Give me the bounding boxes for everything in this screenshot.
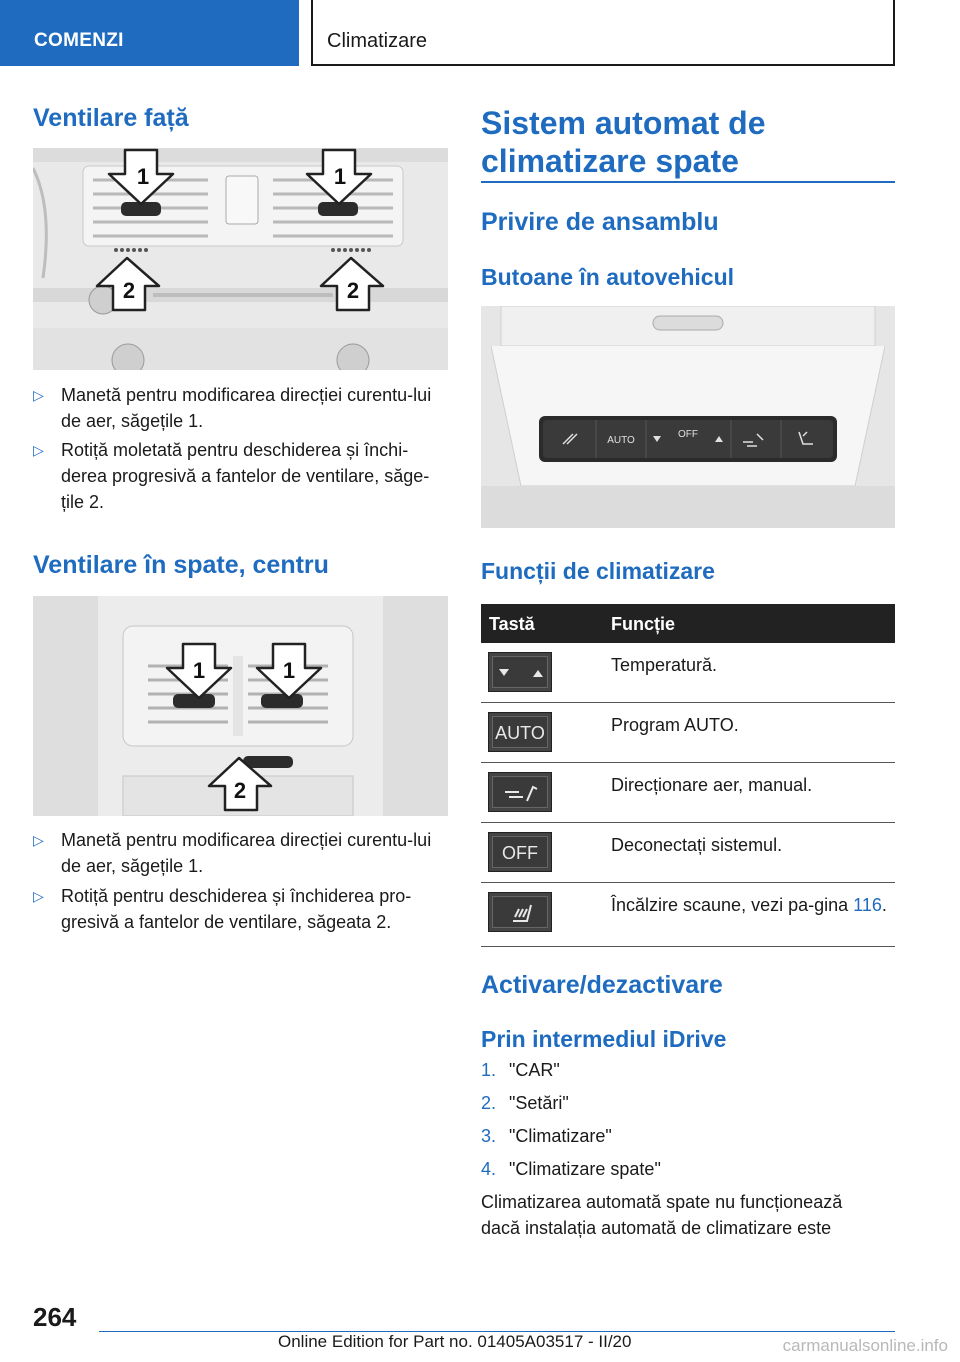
row-function: Program AUTO.	[611, 715, 739, 735]
front-ventilation-title: Ventilare față	[33, 104, 189, 132]
activation-heading: Activare/dezactivare	[481, 971, 723, 999]
list-item: 3. "Climatizare"	[481, 1126, 612, 1146]
list-item: 4. "Climatizare spate"	[481, 1159, 661, 1179]
functions-table	[481, 604, 895, 947]
temperature-arrows-icon	[492, 656, 548, 688]
callout-1b: 1	[333, 164, 347, 189]
chapter-label: Climatizare	[327, 30, 428, 52]
row-function	[611, 893, 891, 918]
rear-vents-image	[33, 596, 448, 816]
front-bullet-1-text: Manetă pentru modificarea direcției curentu-lui de aer, săgețile 1.	[61, 385, 432, 431]
footer-edition: Online Edition for Part no. 01405A03517 - II/20	[278, 1332, 632, 1351]
callout-rear-1a: 1	[192, 658, 206, 683]
rear-climate-note	[481, 1189, 895, 1241]
temperature-key	[488, 652, 552, 692]
idrive-steps	[481, 1060, 895, 1192]
idrive-heading: Prin intermediul iDrive	[481, 1026, 727, 1052]
callout-2a: 2	[122, 278, 136, 303]
rear-bullet-1-text: Manetă pentru modificarea direcției curentu-lui de aer, săgețile 1.	[61, 830, 432, 876]
list-item: 2. "Setări"	[481, 1093, 569, 1113]
list-item: 1. "CAR"	[481, 1060, 560, 1080]
table-header	[481, 604, 895, 643]
page-number: 264	[33, 1302, 77, 1332]
rear-climate-title: Sistem automat de climatizare spate	[481, 105, 766, 179]
auto-key	[488, 712, 552, 752]
table-row	[481, 643, 895, 703]
bullet-triangle-icon: ▷	[33, 387, 44, 403]
seat-heating-key	[488, 892, 552, 932]
bullet-triangle-icon: ▷	[33, 832, 44, 848]
seat-heating-suffix: .	[881, 895, 887, 915]
bullet-triangle-icon: ▷	[33, 888, 44, 904]
rear-ventilation-title: Ventilare în spate, centru	[33, 551, 329, 579]
overview-heading: Privire de ansamblu	[481, 208, 719, 236]
auto-key-label: AUTO	[492, 716, 548, 748]
callout-rear-1b: 1	[282, 658, 296, 683]
table-row	[481, 823, 895, 883]
title-rule	[481, 181, 895, 183]
col-key-header: Tastă	[489, 614, 535, 634]
rear-panel-image	[481, 306, 895, 528]
off-key-label: OFF	[492, 836, 548, 868]
chapter-tab	[311, 0, 895, 66]
bullet-triangle-icon: ▷	[33, 442, 44, 458]
table-row	[481, 883, 895, 947]
front-vents-image	[33, 148, 448, 370]
section-tab	[0, 0, 299, 66]
off-key	[488, 832, 552, 872]
col-function-header: Funcție	[611, 614, 676, 634]
seat-heating-icon	[492, 896, 548, 928]
callout-1a: 1	[136, 164, 150, 189]
table-row	[481, 703, 895, 763]
page-link[interactable]: 116	[853, 895, 882, 915]
row-function: Temperatură.	[611, 655, 718, 675]
air-direction-icon	[492, 776, 548, 808]
callout-2b: 2	[346, 278, 360, 303]
air-direction-key	[488, 772, 552, 812]
section-label: COMENZI	[34, 30, 124, 51]
note-line-1: Climatizarea automată spate nu funcționează	[481, 1192, 843, 1212]
rear-bullet-2-text: Rotiță pentru deschiderea și închiderea pro-gresivă a fantelor de ventilare, săgeata 2.	[61, 886, 412, 932]
row-function: Deconectați sistemul.	[611, 835, 783, 855]
buttons-heading: Butoane în autovehicul	[481, 264, 735, 290]
seat-heating-text: Încălzire scaune, vezi pa-gina	[611, 895, 854, 915]
note-line-2: dacă instalația automată de climatizare este	[481, 1218, 832, 1238]
row-function: Direcționare aer, manual.	[611, 775, 813, 795]
functions-heading: Funcții de climatizare	[481, 558, 715, 584]
panel-off-label: OFF	[678, 429, 698, 440]
table-row	[481, 763, 895, 823]
callout-rear-2: 2	[233, 778, 247, 803]
watermark: carmanualsonline.info	[782, 1336, 948, 1355]
front-bullet-2-text: Rotiță moletată pentru deschiderea și închi-derea progresivă a fantelor de ventilare, săge-țile 2.	[61, 440, 430, 512]
panel-auto-label: AUTO	[607, 435, 635, 446]
